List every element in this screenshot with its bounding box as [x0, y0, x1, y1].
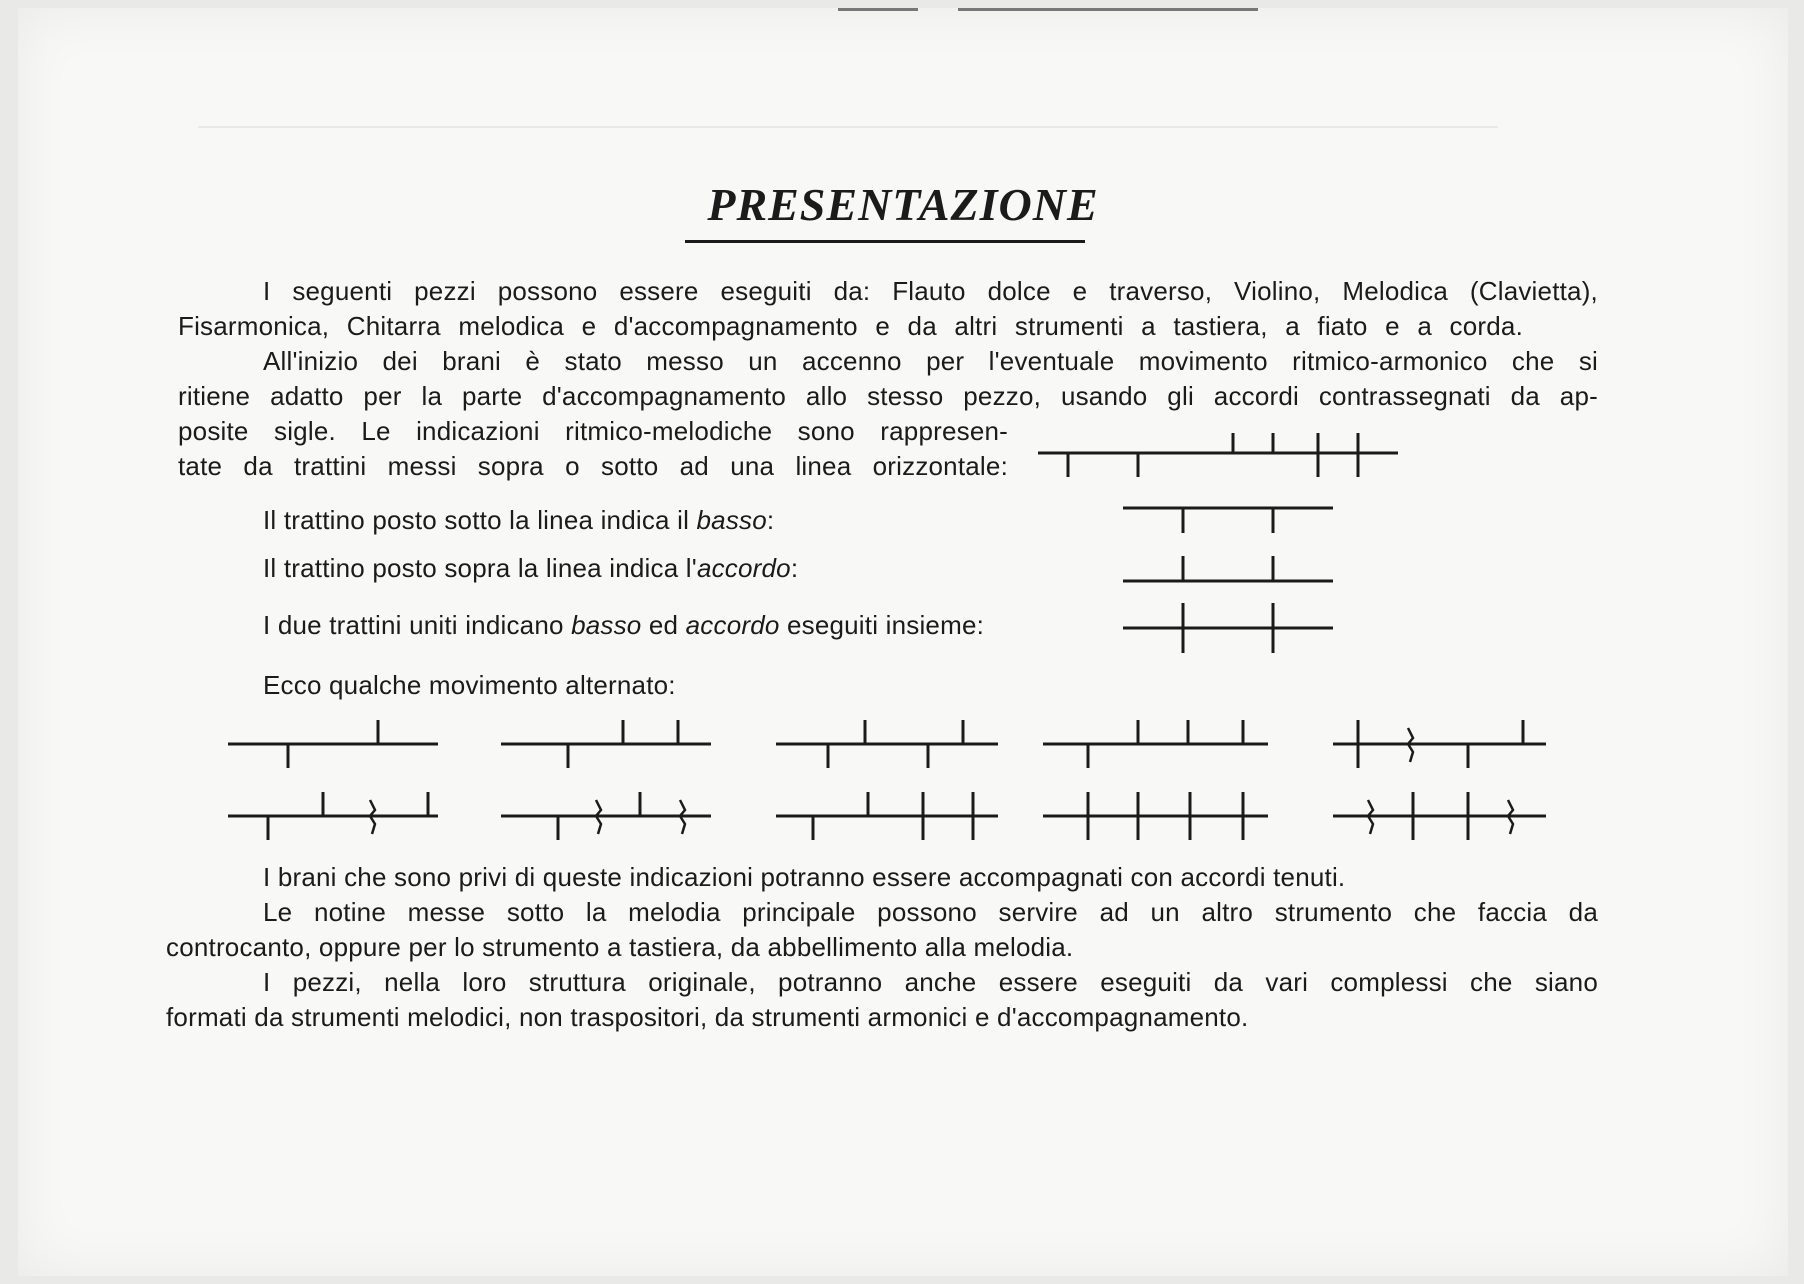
movement-example	[228, 720, 438, 768]
movement-example	[1333, 720, 1546, 768]
text-line: Le notine messe sotto la melodia principale possono servire ad un altro strumento che faccia da	[263, 897, 1598, 927]
text-line: Fisarmonica, Chitarra melodica e d'accompagnamento e da altri strumenti a tastiera, a fiato e a corda.	[178, 311, 1523, 341]
caption-emphasis: accordo	[685, 610, 780, 640]
text-line: ritiene adatto per la parte d'accompagnamento allo stesso pezzo, usando gli accordi contrassegnati da ap-	[178, 381, 1598, 411]
rhythm-diagram-main	[1038, 433, 1398, 483]
caption-text: :	[766, 505, 775, 535]
top-edge-mark	[838, 8, 918, 11]
movement-example	[776, 720, 998, 768]
caption-emphasis: accordo	[696, 553, 791, 583]
title-underline	[685, 240, 1085, 243]
movement-example	[501, 720, 711, 768]
page-title: PRESENTAZIONE	[707, 179, 1099, 230]
text-line: I brani che sono privi di queste indicazioni potranno essere accompagnati con accordi tenuti.	[263, 862, 1346, 892]
basso-caption	[263, 503, 774, 537]
basso-diagram	[1123, 501, 1333, 541]
movement-example	[228, 792, 438, 840]
text-line: I seguenti pezzi possono essere eseguiti da: Flauto dolce e traverso, Violino, Melodica (Clavietta),	[263, 276, 1598, 306]
caption-text: Il trattino posto sotto la linea indica il	[263, 505, 697, 535]
movement-example	[501, 792, 711, 840]
caption-text: Il trattino posto sopra la linea indica l'	[263, 553, 697, 583]
page-sheet	[18, 8, 1788, 1276]
accordo-caption	[263, 551, 798, 585]
caption-emphasis: basso	[571, 610, 642, 640]
accordo-diagram	[1123, 548, 1333, 588]
caption-emphasis: basso	[696, 505, 767, 535]
text-line: All'inizio dei brani è stato messo un accenno per l'eventuale movimento ritmico-armonico che si	[263, 346, 1598, 376]
movement-example	[776, 792, 998, 840]
text-line: tate da trattini messi sopra o sotto ad una linea orizzontale:	[178, 451, 1008, 481]
top-edge-mark	[958, 8, 1258, 11]
text-line: formati da strumenti melodici, non traspositori, da strumenti armonici e d'accompagnamento.	[166, 1002, 1249, 1032]
movement-example	[1043, 792, 1268, 840]
movement-examples	[228, 716, 1568, 846]
caption-text: ed	[641, 610, 686, 640]
caption-text: :	[790, 553, 799, 583]
insieme-diagram	[1123, 598, 1333, 658]
caption-text: eseguiti insieme:	[779, 610, 985, 640]
insieme-caption	[263, 608, 984, 642]
text-line: controcanto, oppure per lo strumento a tastiera, da abbellimento alla melodia.	[166, 932, 1074, 962]
bleed-through	[198, 126, 1498, 128]
caption-text: I due trattini uniti indicano	[263, 610, 572, 640]
movement-example	[1333, 792, 1546, 840]
text-line: I pezzi, nella loro struttura originale, potranno anche essere eseguiti da vari complessi che siano	[263, 967, 1598, 997]
ecco-caption: Ecco qualche movimento alternato:	[263, 670, 676, 700]
movement-example	[1043, 720, 1268, 768]
text-line: posite sigle. Le indicazioni ritmico-melodiche sono rappresen-	[178, 416, 1008, 446]
